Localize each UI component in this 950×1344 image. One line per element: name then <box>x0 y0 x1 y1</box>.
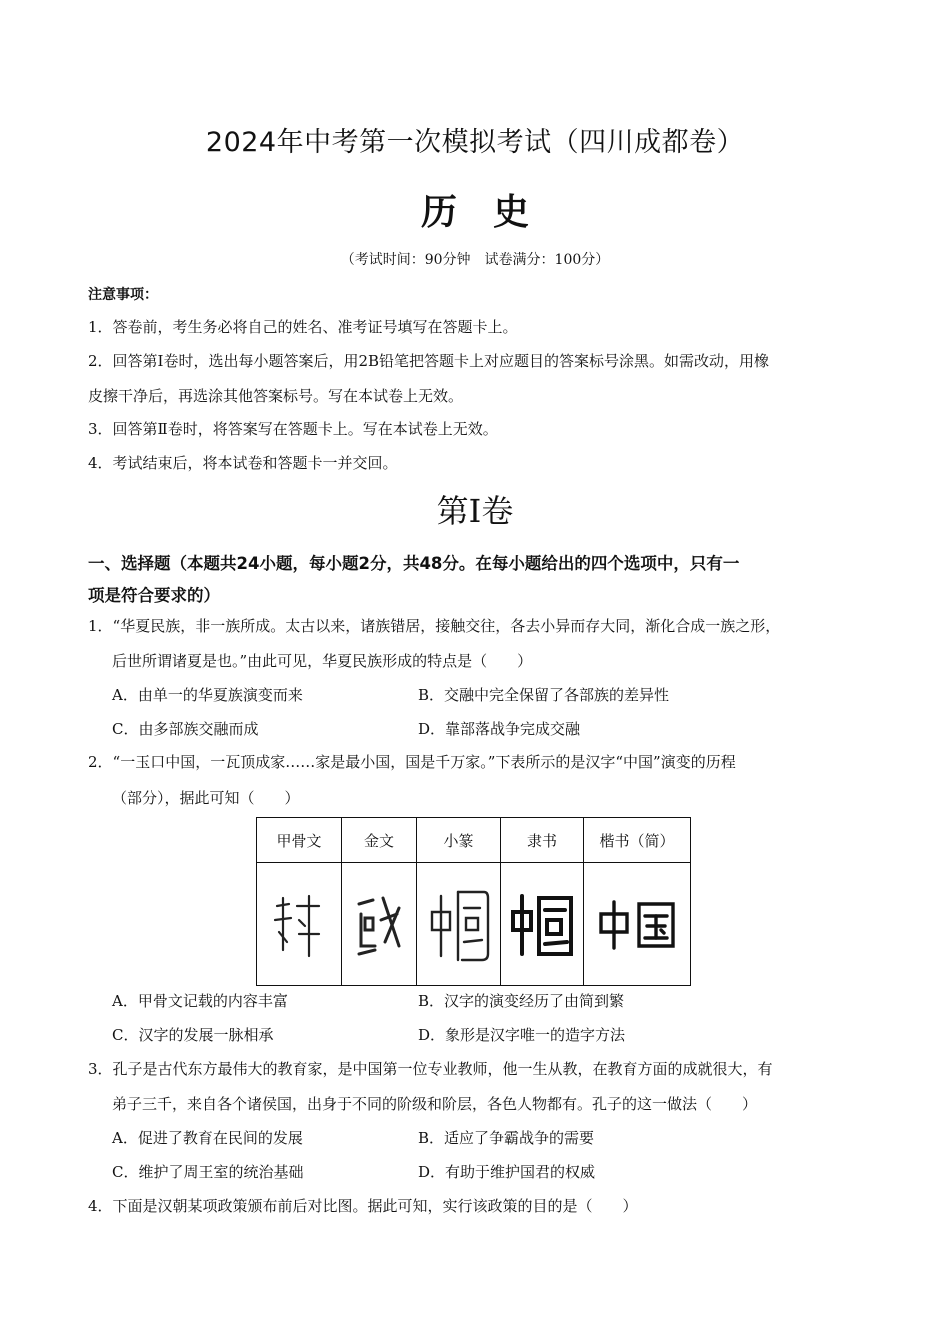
question-1-stem: 后世所谓诸夏是也。”由此可见，华夏民族形成的特点是（ ） <box>112 652 533 670</box>
note-item: 皮擦干净后，再选涂其他答案标号。写在本试卷上无效。 <box>88 387 464 405</box>
bronze-glyph-cell <box>342 863 417 986</box>
question-2-option-c[interactable]: C．汉字的发展一脉相承 <box>112 1026 274 1044</box>
note-item: 4．考试结束后，将本试卷和答题卡一并交回。 <box>88 454 398 472</box>
exam-title: 2024年中考第一次模拟考试（四川成都卷） <box>205 127 745 158</box>
table-header-cell: 隶书 <box>501 818 584 863</box>
regular-glyph-cell <box>584 863 691 986</box>
question-1-option-d[interactable]: D．靠部落战争完成交融 <box>418 720 581 738</box>
question-3-option-c[interactable]: C．维护了周王室的统治基础 <box>112 1163 304 1181</box>
table-header-cell: 小篆 <box>417 818 501 863</box>
oracle-bone-glyph-cell <box>257 863 342 986</box>
question-3-option-b[interactable]: B．适应了争霸战争的需要 <box>418 1129 595 1147</box>
regular-glyph-image <box>595 894 679 954</box>
oracle-bone-glyph-image <box>269 884 329 964</box>
clerical-glyph-image <box>509 884 575 964</box>
bronze-glyph-image <box>351 884 407 964</box>
question-1-option-b[interactable]: B．交融中完全保留了各部族的差异性 <box>418 686 670 704</box>
note-item: 3．回答第Ⅱ卷时，将答案写在答题卡上。写在本试卷上无效。 <box>88 420 498 438</box>
note-item: 1．答卷前，考生务必将自己的姓名、准考证号填写在答题卡上。 <box>88 318 518 336</box>
question-1-option-a[interactable]: A．由单一的华夏族演变而来 <box>112 686 303 704</box>
question-1-stem: 1．“华夏民族，非一族所成。太古以来，诸族错居，接触交往，各去小异而存大同，渐化合成一族之形， <box>88 617 781 635</box>
question-1-option-c[interactable]: C．由多部族交融而成 <box>112 720 259 738</box>
question-4-stem: 4．下面是汉朝某项政策颁布前后对比图。据此可知，实行该政策的目的是（ ） <box>88 1197 638 1215</box>
script-evolution-table <box>256 817 691 986</box>
question-2-stem: （部分），据此可知（ ） <box>112 789 300 807</box>
subject-title: 历 史 <box>420 192 529 233</box>
question-2-option-b[interactable]: B．汉字的演变经历了由简到繁 <box>418 992 625 1010</box>
section-title: 第Ⅰ卷 <box>436 493 514 529</box>
question-3-option-a[interactable]: A．促进了教育在民间的发展 <box>112 1129 303 1147</box>
exam-info: （考试时间：90分钟 试卷满分：100分） <box>340 252 610 268</box>
table-header-cell: 金文 <box>342 818 417 863</box>
section-heading: 项是符合要求的） <box>88 586 220 605</box>
clerical-glyph-cell <box>501 863 584 986</box>
question-2-stem: 2．“一玉口中国，一瓦顶成家……家是最小国，国是千万家。”下表所示的是汉字“中国”演变的历程 <box>88 753 736 771</box>
table-header-cell: 楷书（简） <box>584 818 691 863</box>
notes-title: 注意事项： <box>88 287 158 303</box>
table-header-cell: 甲骨文 <box>257 818 342 863</box>
question-3-stem: 3．孔子是古代东方最伟大的教育家，是中国第一位专业教师，他一生从教，在教育方面的成就很大，有 <box>88 1060 773 1078</box>
note-item: 2．回答第Ⅰ卷时，选出每小题答案后，用2B铅笔把答题卡上对应题目的答案标号涂黑。如需改动，用橡 <box>88 352 770 370</box>
seal-glyph-image <box>426 882 492 966</box>
section-heading: 一、选择题（本题共24小题，每小题2分，共48分。在每小题给出的四个选项中，只有一 <box>88 554 740 573</box>
question-2-option-d[interactable]: D．象形是汉字唯一的造字方法 <box>418 1026 626 1044</box>
question-3-stem: 弟子三千，来自各个诸侯国，出身于不同的阶级和阶层，各色人物都有。孔子的这一做法（ ） <box>112 1095 758 1113</box>
question-3-option-d[interactable]: D．有助于维护国君的权威 <box>418 1163 596 1181</box>
seal-glyph-cell <box>417 863 501 986</box>
question-2-option-a[interactable]: A．甲骨文记载的内容丰富 <box>112 992 288 1010</box>
